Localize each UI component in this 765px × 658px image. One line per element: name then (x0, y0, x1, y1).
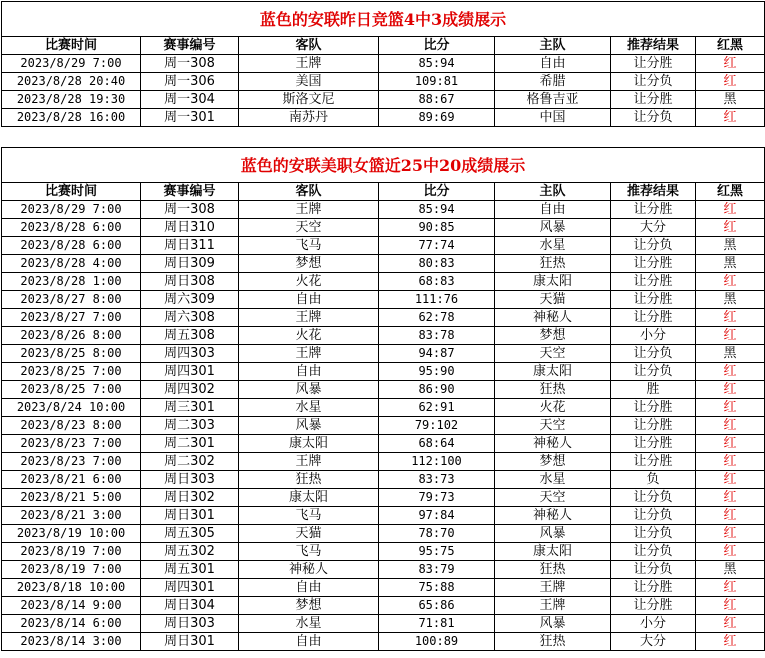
match-time-cell: 2023/8/28 1:00 (2, 273, 141, 291)
score-cell: 86:90 (379, 381, 495, 399)
home-team-cell: 自由 (495, 201, 611, 219)
recommendation-cell: 小分 (611, 327, 696, 345)
table-row (2, 345, 765, 363)
match-id-cell: 周六309 (141, 291, 239, 309)
score-cell: 71:81 (379, 615, 495, 633)
match-time-cell: 2023/8/24 10:00 (2, 399, 141, 417)
score-cell: 79:73 (379, 489, 495, 507)
away-team-cell: 火花 (239, 327, 379, 345)
outcome-cell: 黑 (696, 255, 765, 273)
score-cell: 83:78 (379, 327, 495, 345)
outcome-cell: 红 (696, 471, 765, 489)
outcome-cell: 红 (696, 453, 765, 471)
table-row (2, 417, 765, 435)
match-id-cell: 周日301 (141, 633, 239, 651)
recommendation-cell: 让分负 (611, 345, 696, 363)
match-id-cell: 周四302 (141, 381, 239, 399)
match-time-cell: 2023/8/14 9:00 (2, 597, 141, 615)
match-id-cell: 周一308 (141, 55, 239, 73)
home-team-cell: 天空 (495, 345, 611, 363)
match-time-cell: 2023/8/21 5:00 (2, 489, 141, 507)
match-time-cell: 2023/8/19 7:00 (2, 561, 141, 579)
header-cell: 赛事编号 (141, 37, 239, 55)
home-team-cell: 狂热 (495, 633, 611, 651)
score-cell: 80:83 (379, 255, 495, 273)
recommendation-cell: 让分负 (611, 363, 696, 381)
match-time-cell: 2023/8/28 19:30 (2, 91, 141, 109)
outcome-cell: 红 (696, 381, 765, 399)
away-team-cell: 斯洛文尼 (239, 91, 379, 109)
table-row (2, 615, 765, 633)
home-team-cell: 中国 (495, 109, 611, 127)
away-team-cell: 王牌 (239, 453, 379, 471)
score-cell: 111:76 (379, 291, 495, 309)
match-id-cell: 周五308 (141, 327, 239, 345)
match-time-cell: 2023/8/28 20:40 (2, 73, 141, 91)
outcome-cell: 红 (696, 525, 765, 543)
outcome-cell: 红 (696, 219, 765, 237)
score-cell: 100:89 (379, 633, 495, 651)
match-time-cell: 2023/8/28 4:00 (2, 255, 141, 273)
recommendation-cell: 让分负 (611, 561, 696, 579)
header-cell: 比赛时间 (2, 37, 141, 55)
score-cell: 65:86 (379, 597, 495, 615)
score-cell: 97:84 (379, 507, 495, 525)
home-team-cell: 天猫 (495, 291, 611, 309)
recommendation-cell: 让分胜 (611, 91, 696, 109)
home-team-cell: 梦想 (495, 453, 611, 471)
match-time-cell: 2023/8/21 6:00 (2, 471, 141, 489)
outcome-cell: 黑 (696, 237, 765, 255)
outcome-cell: 红 (696, 435, 765, 453)
match-time-cell: 2023/8/27 8:00 (2, 291, 141, 309)
recommendation-cell: 让分胜 (611, 291, 696, 309)
match-time-cell: 2023/8/25 7:00 (2, 363, 141, 381)
match-time-cell: 2023/8/14 3:00 (2, 633, 141, 651)
match-id-cell: 周一308 (141, 201, 239, 219)
recommendation-cell: 让分负 (611, 507, 696, 525)
recommendation-cell: 让分负 (611, 73, 696, 91)
recommendation-cell: 小分 (611, 615, 696, 633)
table-row (2, 363, 765, 381)
header-cell: 主队 (495, 183, 611, 201)
match-id-cell: 周日303 (141, 615, 239, 633)
match-time-cell: 2023/8/23 8:00 (2, 417, 141, 435)
header-cell: 红黑 (696, 37, 765, 55)
outcome-cell: 红 (696, 309, 765, 327)
table-row (2, 255, 765, 273)
home-team-cell: 希腊 (495, 73, 611, 91)
away-team-cell: 康太阳 (239, 489, 379, 507)
away-team-cell: 火花 (239, 273, 379, 291)
outcome-cell: 黑 (696, 561, 765, 579)
table-gap (0, 129, 765, 147)
home-team-cell: 风暴 (495, 615, 611, 633)
table-row (2, 435, 765, 453)
header-cell: 比赛时间 (2, 183, 141, 201)
match-id-cell: 周六308 (141, 309, 239, 327)
match-id-cell: 周四301 (141, 363, 239, 381)
recommendation-cell: 让分胜 (611, 399, 696, 417)
away-team-cell: 神秘人 (239, 561, 379, 579)
match-time-cell: 2023/8/19 7:00 (2, 543, 141, 561)
match-id-cell: 周日311 (141, 237, 239, 255)
outcome-cell: 红 (696, 201, 765, 219)
header-cell: 推荐结果 (611, 37, 696, 55)
away-team-cell: 王牌 (239, 309, 379, 327)
table-row (2, 561, 765, 579)
home-team-cell: 自由 (495, 55, 611, 73)
home-team-cell: 水星 (495, 237, 611, 255)
away-team-cell: 美国 (239, 73, 379, 91)
match-time-cell: 2023/8/23 7:00 (2, 453, 141, 471)
table-row (2, 291, 765, 309)
home-team-cell: 风暴 (495, 219, 611, 237)
outcome-cell: 红 (696, 327, 765, 345)
outcome-cell: 红 (696, 399, 765, 417)
recommendation-cell: 大分 (611, 219, 696, 237)
away-team-cell: 风暴 (239, 417, 379, 435)
outcome-cell: 黑 (696, 291, 765, 309)
table-row (2, 399, 765, 417)
home-team-cell: 天空 (495, 417, 611, 435)
table-row (2, 237, 765, 255)
recommendation-cell: 让分胜 (611, 417, 696, 435)
match-id-cell: 周三301 (141, 399, 239, 417)
header-cell: 赛事编号 (141, 183, 239, 201)
score-cell: 85:94 (379, 55, 495, 73)
score-cell: 62:78 (379, 309, 495, 327)
away-team-cell: 天猫 (239, 525, 379, 543)
outcome-cell: 红 (696, 55, 765, 73)
outcome-cell: 红 (696, 109, 765, 127)
table-row (2, 55, 765, 73)
table-row (2, 381, 765, 399)
match-id-cell: 周日310 (141, 219, 239, 237)
match-id-cell: 周日301 (141, 507, 239, 525)
header-row (2, 37, 765, 55)
table-row (2, 201, 765, 219)
header-cell: 客队 (239, 37, 379, 55)
header-cell: 客队 (239, 183, 379, 201)
match-time-cell: 2023/8/27 7:00 (2, 309, 141, 327)
home-team-cell: 狂热 (495, 561, 611, 579)
table-row (2, 489, 765, 507)
home-team-cell: 康太阳 (495, 543, 611, 561)
table-row (2, 633, 765, 651)
header-row (2, 183, 765, 201)
away-team-cell: 自由 (239, 291, 379, 309)
score-cell: 68:83 (379, 273, 495, 291)
score-cell: 89:69 (379, 109, 495, 127)
recommendation-cell: 让分胜 (611, 597, 696, 615)
match-id-cell: 周日308 (141, 273, 239, 291)
outcome-cell: 红 (696, 363, 765, 381)
match-time-cell: 2023/8/29 7:00 (2, 55, 141, 73)
home-team-cell: 神秘人 (495, 309, 611, 327)
recommendation-cell: 让分负 (611, 237, 696, 255)
score-cell: 75:88 (379, 579, 495, 597)
home-team-cell: 王牌 (495, 597, 611, 615)
away-team-cell: 梦想 (239, 255, 379, 273)
score-cell: 62:91 (379, 399, 495, 417)
away-team-cell: 南苏丹 (239, 109, 379, 127)
match-time-cell: 2023/8/14 6:00 (2, 615, 141, 633)
table-row (2, 273, 765, 291)
table-row (2, 471, 765, 489)
recommendation-cell: 让分胜 (611, 201, 696, 219)
table-row (2, 453, 765, 471)
table-title: 蓝色的安联昨日竞篮4中3成绩展示 (2, 2, 765, 37)
match-time-cell: 2023/8/21 3:00 (2, 507, 141, 525)
outcome-cell: 黑 (696, 345, 765, 363)
away-team-cell: 飞马 (239, 507, 379, 525)
score-cell: 85:94 (379, 201, 495, 219)
table-row (2, 579, 765, 597)
away-team-cell: 自由 (239, 633, 379, 651)
recommendation-cell: 让分负 (611, 543, 696, 561)
home-team-cell: 神秘人 (495, 507, 611, 525)
table-row (2, 73, 765, 91)
match-id-cell: 周日302 (141, 489, 239, 507)
table-row (2, 219, 765, 237)
match-id-cell: 周四301 (141, 579, 239, 597)
recommendation-cell: 让分胜 (611, 453, 696, 471)
header-cell: 红黑 (696, 183, 765, 201)
home-team-cell: 神秘人 (495, 435, 611, 453)
outcome-cell: 黑 (696, 91, 765, 109)
home-team-cell: 风暴 (495, 525, 611, 543)
outcome-cell: 红 (696, 615, 765, 633)
home-team-cell: 康太阳 (495, 363, 611, 381)
outcome-cell: 红 (696, 273, 765, 291)
match-time-cell: 2023/8/28 6:00 (2, 219, 141, 237)
match-time-cell: 2023/8/29 7:00 (2, 201, 141, 219)
match-time-cell: 2023/8/23 7:00 (2, 435, 141, 453)
table-row (2, 543, 765, 561)
away-team-cell: 梦想 (239, 597, 379, 615)
score-cell: 88:67 (379, 91, 495, 109)
away-team-cell: 自由 (239, 579, 379, 597)
score-cell: 94:87 (379, 345, 495, 363)
match-id-cell: 周二301 (141, 435, 239, 453)
score-cell: 109:81 (379, 73, 495, 91)
yesterday-results-table (1, 1, 765, 127)
table-row (2, 309, 765, 327)
header-cell: 主队 (495, 37, 611, 55)
away-team-cell: 风暴 (239, 381, 379, 399)
match-id-cell: 周一304 (141, 91, 239, 109)
away-team-cell: 飞马 (239, 543, 379, 561)
header-cell: 推荐结果 (611, 183, 696, 201)
outcome-cell: 红 (696, 507, 765, 525)
recommendation-cell: 让分胜 (611, 273, 696, 291)
recommendation-cell: 让分负 (611, 525, 696, 543)
score-cell: 77:74 (379, 237, 495, 255)
away-team-cell: 康太阳 (239, 435, 379, 453)
outcome-cell: 红 (696, 543, 765, 561)
outcome-cell: 红 (696, 489, 765, 507)
table-row (2, 327, 765, 345)
away-team-cell: 水星 (239, 399, 379, 417)
table-title: 蓝色的安联美职女篮近25中20成绩展示 (2, 148, 765, 183)
score-cell: 95:75 (379, 543, 495, 561)
table-row (2, 109, 765, 127)
match-id-cell: 周五302 (141, 543, 239, 561)
table-row (2, 91, 765, 109)
match-id-cell: 周日304 (141, 597, 239, 615)
home-team-cell: 康太阳 (495, 273, 611, 291)
away-team-cell: 狂热 (239, 471, 379, 489)
match-id-cell: 周二302 (141, 453, 239, 471)
home-team-cell: 水星 (495, 471, 611, 489)
outcome-cell: 红 (696, 633, 765, 651)
home-team-cell: 狂热 (495, 255, 611, 273)
match-id-cell: 周一306 (141, 73, 239, 91)
away-team-cell: 水星 (239, 615, 379, 633)
recommendation-cell: 让分胜 (611, 255, 696, 273)
recommendation-cell: 让分胜 (611, 435, 696, 453)
match-id-cell: 周五305 (141, 525, 239, 543)
recommendation-cell: 胜 (611, 381, 696, 399)
away-team-cell: 飞马 (239, 237, 379, 255)
recommendation-cell: 让分负 (611, 109, 696, 127)
match-time-cell: 2023/8/19 10:00 (2, 525, 141, 543)
table-row (2, 507, 765, 525)
away-team-cell: 天空 (239, 219, 379, 237)
outcome-cell: 红 (696, 417, 765, 435)
wnba-results-table (1, 147, 765, 651)
match-id-cell: 周二303 (141, 417, 239, 435)
home-team-cell: 天空 (495, 489, 611, 507)
score-cell: 95:90 (379, 363, 495, 381)
match-time-cell: 2023/8/28 6:00 (2, 237, 141, 255)
away-team-cell: 王牌 (239, 201, 379, 219)
home-team-cell: 王牌 (495, 579, 611, 597)
header-cell: 比分 (379, 37, 495, 55)
match-id-cell: 周四303 (141, 345, 239, 363)
score-cell: 79:102 (379, 417, 495, 435)
match-time-cell: 2023/8/26 8:00 (2, 327, 141, 345)
match-time-cell: 2023/8/18 10:00 (2, 579, 141, 597)
home-team-cell: 火花 (495, 399, 611, 417)
recommendation-cell: 让分胜 (611, 579, 696, 597)
outcome-cell: 红 (696, 597, 765, 615)
match-time-cell: 2023/8/25 8:00 (2, 345, 141, 363)
recommendation-cell: 负 (611, 471, 696, 489)
home-team-cell: 狂热 (495, 381, 611, 399)
home-team-cell: 格鲁吉亚 (495, 91, 611, 109)
recommendation-cell: 让分负 (611, 489, 696, 507)
score-cell: 68:64 (379, 435, 495, 453)
table-row (2, 525, 765, 543)
away-team-cell: 王牌 (239, 55, 379, 73)
header-cell: 比分 (379, 183, 495, 201)
score-cell: 83:73 (379, 471, 495, 489)
match-id-cell: 周日303 (141, 471, 239, 489)
home-team-cell: 梦想 (495, 327, 611, 345)
score-cell: 90:85 (379, 219, 495, 237)
outcome-cell: 红 (696, 73, 765, 91)
score-cell: 78:70 (379, 525, 495, 543)
score-cell: 83:79 (379, 561, 495, 579)
match-id-cell: 周一301 (141, 109, 239, 127)
score-cell: 112:100 (379, 453, 495, 471)
recommendation-cell: 让分胜 (611, 309, 696, 327)
match-time-cell: 2023/8/25 7:00 (2, 381, 141, 399)
away-team-cell: 自由 (239, 363, 379, 381)
table-row (2, 597, 765, 615)
outcome-cell: 红 (696, 579, 765, 597)
recommendation-cell: 大分 (611, 633, 696, 651)
recommendation-cell: 让分胜 (611, 55, 696, 73)
match-id-cell: 周日309 (141, 255, 239, 273)
match-id-cell: 周五301 (141, 561, 239, 579)
away-team-cell: 王牌 (239, 345, 379, 363)
match-time-cell: 2023/8/28 16:00 (2, 109, 141, 127)
